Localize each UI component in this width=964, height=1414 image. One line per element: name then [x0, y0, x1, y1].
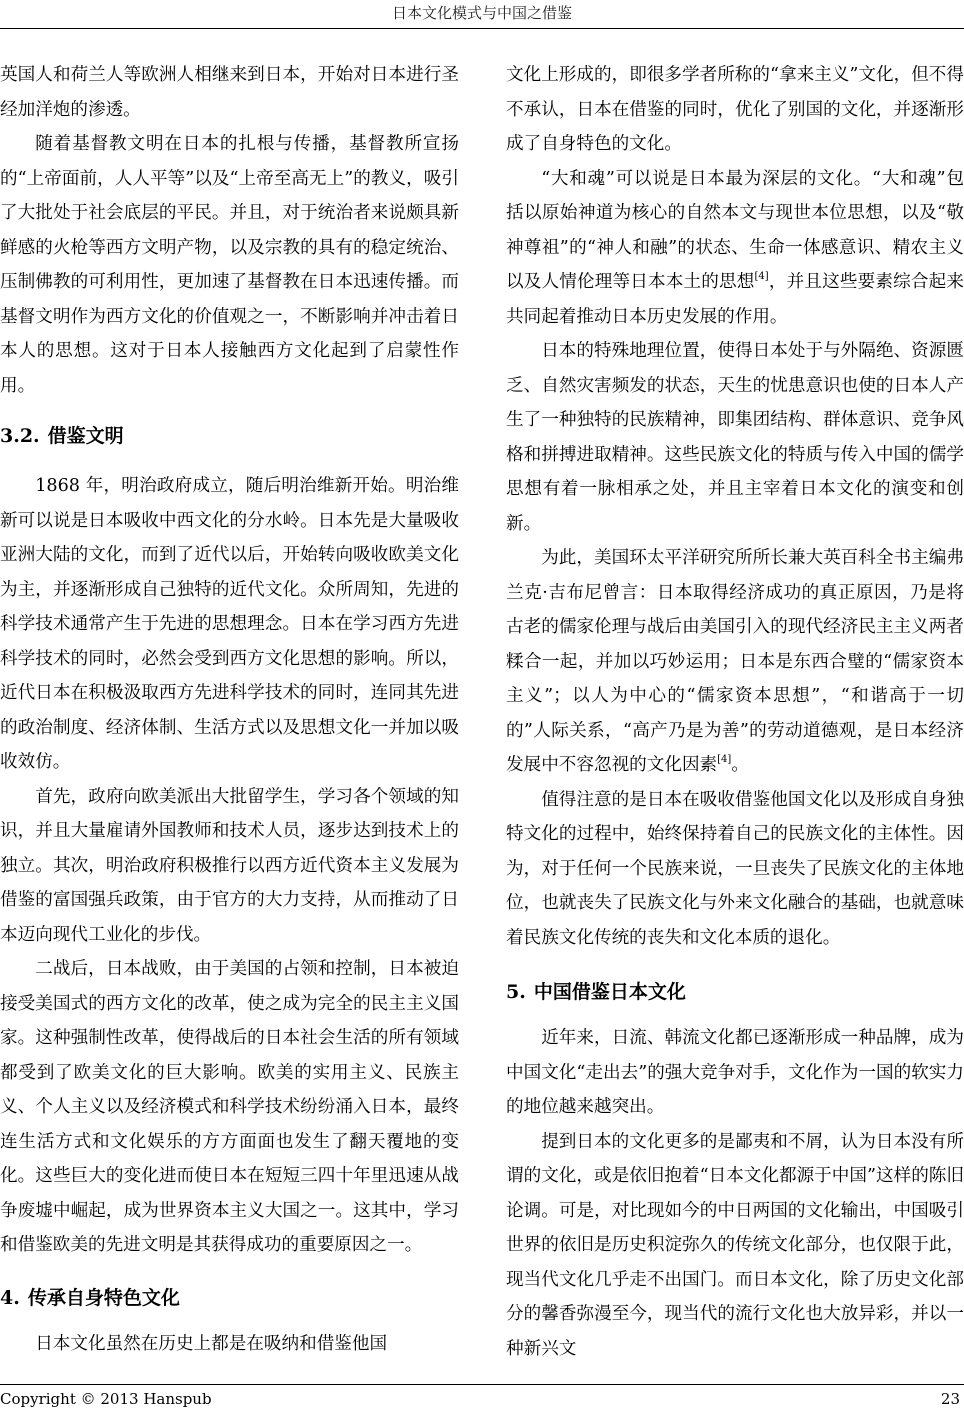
paragraph: 值得注意的是日本在吸收借鉴他国文化以及形成自身独特文化的过程中，始终保持着自己的民族文化的主体性。因为，对于任何一个民族来说，一旦丧失了民族文化的主体地位，也就丧失了民族文化与外来文化融合的基础，也就意味着民族文化传统的丧失和文化本质的退化。	[506, 789, 964, 948]
citation-ref: [4]	[717, 754, 732, 765]
section-title: 传承自身特色文化	[27, 1286, 180, 1309]
paragraph: 二战后，日本战败，由于美国的占领和控制，日本被迫接受美国式的西方文化的改革，使之成为完全的民主主义国家。这种强制性改革，使得战后的日本社会生活的所有领域都受到了欧美文化的巨大影响。欧美的实用主义、民族主义、个人主义以及经济模式和科学技术纷纷涌入日本，最终连生活方式和文化娱乐的方方面面也发生了翻天覆地的变化。这些巨大的变化进而使日本在短短三四十年里迅速从战争废墟中崛起，成为世界资本主义大国之一。这其中，学习和借鉴欧美的先进文明是其获得成功的重要原因之一。	[0, 959, 459, 1255]
section-number: 3.2.	[0, 425, 40, 447]
paragraph: 日本文化虽然在历史上都是在吸纳和借鉴他国	[35, 1333, 388, 1354]
paragraph: 提到日本的文化更多的是鄙夷和不屑，认为日本没有所谓的文化，或是依旧抱着“日本文化都源于中国”这样的陈旧论调。可是，对比现如今的中日两国的文化输出，中国吸引世界的依旧是历史积淀弥久的传统文化部分，也仅限于此，现当代文化几乎走不出国门。而日本文化，除了历史文化部分的馨香弥漫至今，现当代的流行文化也大放异彩，并以一种新兴文	[506, 1131, 964, 1359]
paragraph-text: 为此，美国环太平洋研究所所长兼大英百科全书主编弗兰克·吉布尼曾言：日本取得经济成功的真正原因，乃是将古老的儒家伦理与战后由美国引入的现代经济民主主义两者糅合一起，并加以巧妙运用；日本是东西合璧的“儒家资本主义”；以人为中心的“儒家资本思想”，“和谐高于一切的”人际关系，“高产乃是为善”的劳动道德观，是日本经济发展中不容忽视的文化因素	[506, 548, 964, 775]
paragraph: 英国人和荷兰人等欧洲人相继来到日本，开始对日本进行圣经加洋炮的渗透。	[0, 65, 459, 120]
section-heading-5	[506, 977, 964, 1007]
paragraph-text: 。	[731, 755, 749, 775]
paragraph-text: ，并且这些要素综合起来共同起着推动日本历史发展的作用。	[506, 272, 964, 327]
right-column	[506, 58, 964, 1366]
section-heading-3-2	[0, 421, 459, 451]
paragraph: 首先，政府向欧美派出大批留学生，学习各个领域的知识，并且大量雇请外国教师和技术人员，逐步达到技术上的独立。其次，明治政府积极推行以西方近代资本主义发展为借鉴的富国强兵政策，由于官方的大力支持，从而推动了日本迈向现代工业化的步伐。	[0, 786, 459, 945]
citation-ref: [4]	[754, 271, 769, 282]
section-heading-4	[0, 1283, 459, 1313]
section-title: 借鉴文明	[47, 425, 124, 447]
running-header: 日本文化模式与中国之借鉴	[391, 4, 572, 22]
section-number: 5.	[506, 981, 526, 1003]
footer-rule	[0, 1384, 964, 1385]
paragraph: 1868 年，明治政府成立，随后明治维新开始。明治维新可以说是日本吸收中西文化的分水岭。日本先是大量吸收亚洲大陆的文化，而到了近代以后，开始转向吸收欧美文化为主，并逐渐形成自己独特的近代文化。众所周知，先进的科学技术通常产生于先进的思想理念。日本在学习西方先进科学技术的同时，必然会受到西方文化思想的影响。所以，近代日本在积极汲取西方先进科学技术的同时，连同其先进的政治制度、经济体制、生活方式以及思想文化一并加以吸收效仿。	[0, 476, 459, 772]
section-number: 4.	[0, 1286, 20, 1309]
copyright-notice: Copyright © 2013 Hanspub	[0, 1390, 212, 1408]
paragraph	[506, 541, 964, 783]
section-title: 中国借鉴日本文化	[533, 981, 686, 1003]
header-rule	[0, 28, 964, 29]
paragraph: 随着基督教文明在日本的扎根与传播，基督教所宣扬的“上帝面前，人人平等”以及“上帝至高无上”的教义，吸引了大批处于社会底层的平民。并且，对于统治者来说颇具新鲜感的火枪等西方文明产物，以及宗教的具有的稳定统治、压制佛教的可利用性，更加速了基督教在日本迅速传播。而基督文明作为西方文化的价值观之一，不断影响并冲击着日本人的思想。这对于日本人接触西方文化起到了启蒙性作用。	[0, 134, 459, 396]
left-column	[0, 58, 459, 1361]
paragraph: 近年来，日流、韩流文化都已逐渐形成一种品牌，成为中国文化“走出去”的强大竞争对手，文化作为一国的软实力的地位越来越突出。	[506, 1028, 964, 1117]
paragraph: 文化上形成的，即很多学者所称的“拿来主义”文化，但不得不承认，日本在借鉴的同时，优化了别国的文化，并逐渐形成了自身特色的文化。	[506, 65, 964, 154]
paragraph: 日本的特殊地理位置，使得日本处于与外隔绝、资源匮乏、自然灾害频发的状态，天生的忧患意识也使的日本人产生了一种独特的民族精神，即集团结构、群体意识、竞争风格和拼搏进取精神。这些民族文化的特质与传入中国的儒学思想有着一脉相承之处，并且主宰着日本文化的演变和创新。	[506, 341, 964, 534]
paragraph	[506, 162, 964, 335]
paragraph-text: “大和魂”可以说是日本最为深层的文化。“大和魂”包括以原始神道为核心的自然本文与现世本位思想，以及“敬神尊祖”的“神人和融”的状态、生命一体感意识、精农主义以及人情伦理等日本本土的思想	[506, 168, 964, 292]
page-number: 23	[940, 1390, 960, 1408]
